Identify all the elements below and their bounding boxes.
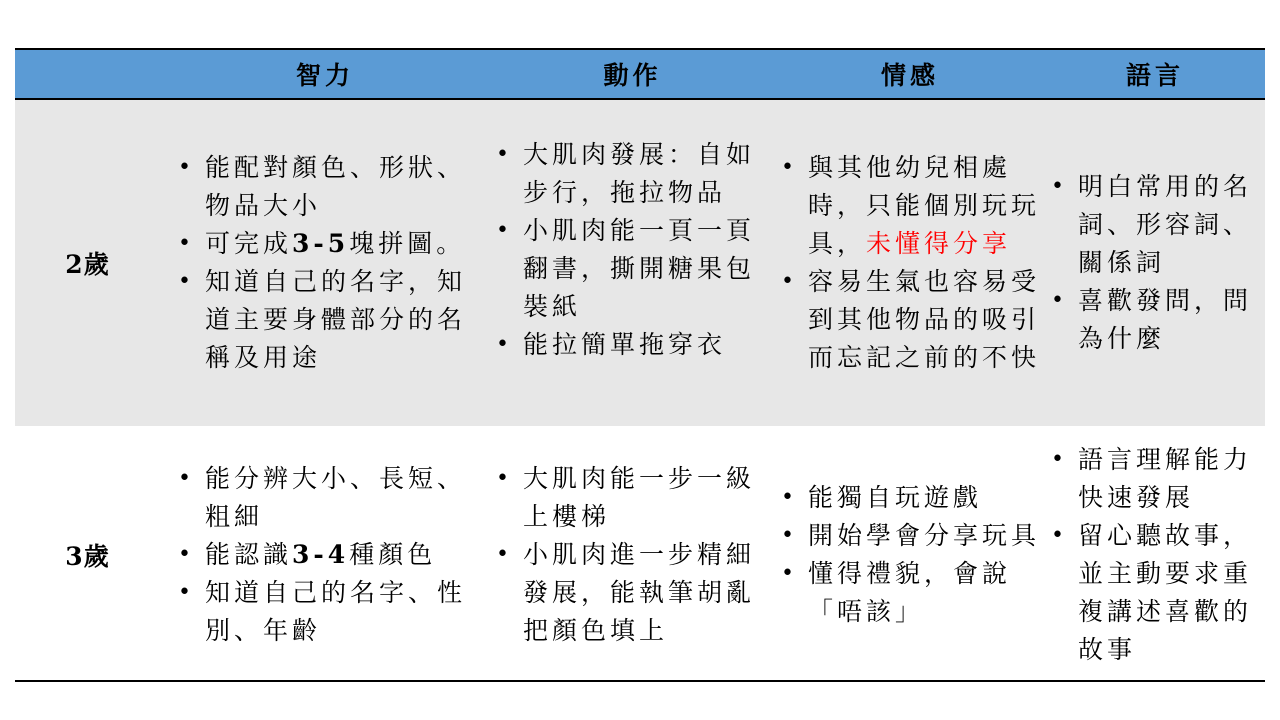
list-item: • 懂得禮貌，會說「唔該」 (775, 555, 1045, 631)
table-header (15, 50, 1265, 100)
cell-motor (490, 430, 775, 680)
cell-emotion (775, 100, 1045, 426)
cell-language (1045, 430, 1265, 680)
list-item: • 語言理解能力快速發展 (1045, 441, 1265, 517)
list-item: • 小肌肉能一頁一頁翻書，撕開糖果包裝紙 (490, 212, 775, 326)
list-item: • 明白常用的名詞、形容詞、關係詞 (1045, 168, 1265, 282)
motor-list (490, 460, 775, 650)
list-item: • 與其他幼兒相處時，只能個別玩玩具，未懂得分享 (775, 149, 1045, 263)
motor-list (490, 136, 775, 364)
cell-intellect (160, 100, 490, 426)
age-label: 3歲 (65, 542, 110, 571)
intellect-list (172, 460, 490, 650)
list-item: • 知道自己的名字，知道主要身體部分的名稱及用途 (172, 263, 490, 377)
emotion-list (775, 479, 1045, 631)
list-item: • 留心聽故事，並主動要求重複講述喜歡的故事 (1045, 517, 1265, 669)
list-item: • 大肌肉能一步一級上樓梯 (490, 460, 775, 536)
table-row-age-3 (15, 430, 1265, 680)
list-item: • 開始學會分享玩具 (775, 517, 1045, 555)
list-item: • 能認識3-4種顏色 (172, 536, 490, 574)
age-label: 2歲 (65, 250, 110, 279)
header-motor: 動作 (603, 61, 662, 90)
cell-motor (490, 100, 775, 426)
language-list (1045, 441, 1265, 669)
list-item: • 能拉簡單拖穿衣 (490, 326, 775, 364)
table-row-age-2 (15, 100, 1265, 430)
development-table (15, 48, 1265, 682)
emotion-list (775, 149, 1045, 377)
list-item: • 能分辨大小、長短、粗細 (172, 460, 490, 536)
list-item: • 容易生氣也容易受到其他物品的吸引而忘記之前的不快 (775, 263, 1045, 377)
language-list (1045, 168, 1265, 358)
header-language: 語言 (1125, 61, 1184, 90)
cell-emotion (775, 430, 1045, 680)
cell-language (1045, 100, 1265, 426)
list-item: • 可完成3-5塊拼圖。 (172, 225, 490, 263)
list-item: • 知道自己的名字、性別、年齡 (172, 574, 490, 650)
list-item: • 小肌肉進一步精細發展，能執筆胡亂把顏色填上 (490, 536, 775, 650)
intellect-list (172, 149, 490, 377)
cell-intellect (160, 430, 490, 680)
header-emotion: 情感 (880, 61, 939, 90)
list-item: • 大肌肉發展：自如步行，拖拉物品 (490, 136, 775, 212)
highlight-text: 未懂得分享 (866, 229, 1012, 258)
list-item: • 能獨自玩遊戲 (775, 479, 1045, 517)
header-intellect: 智力 (295, 61, 354, 90)
list-item: • 能配對顏色、形狀、物品大小 (172, 149, 490, 225)
list-item: • 喜歡發問，問為什麼 (1045, 282, 1265, 358)
